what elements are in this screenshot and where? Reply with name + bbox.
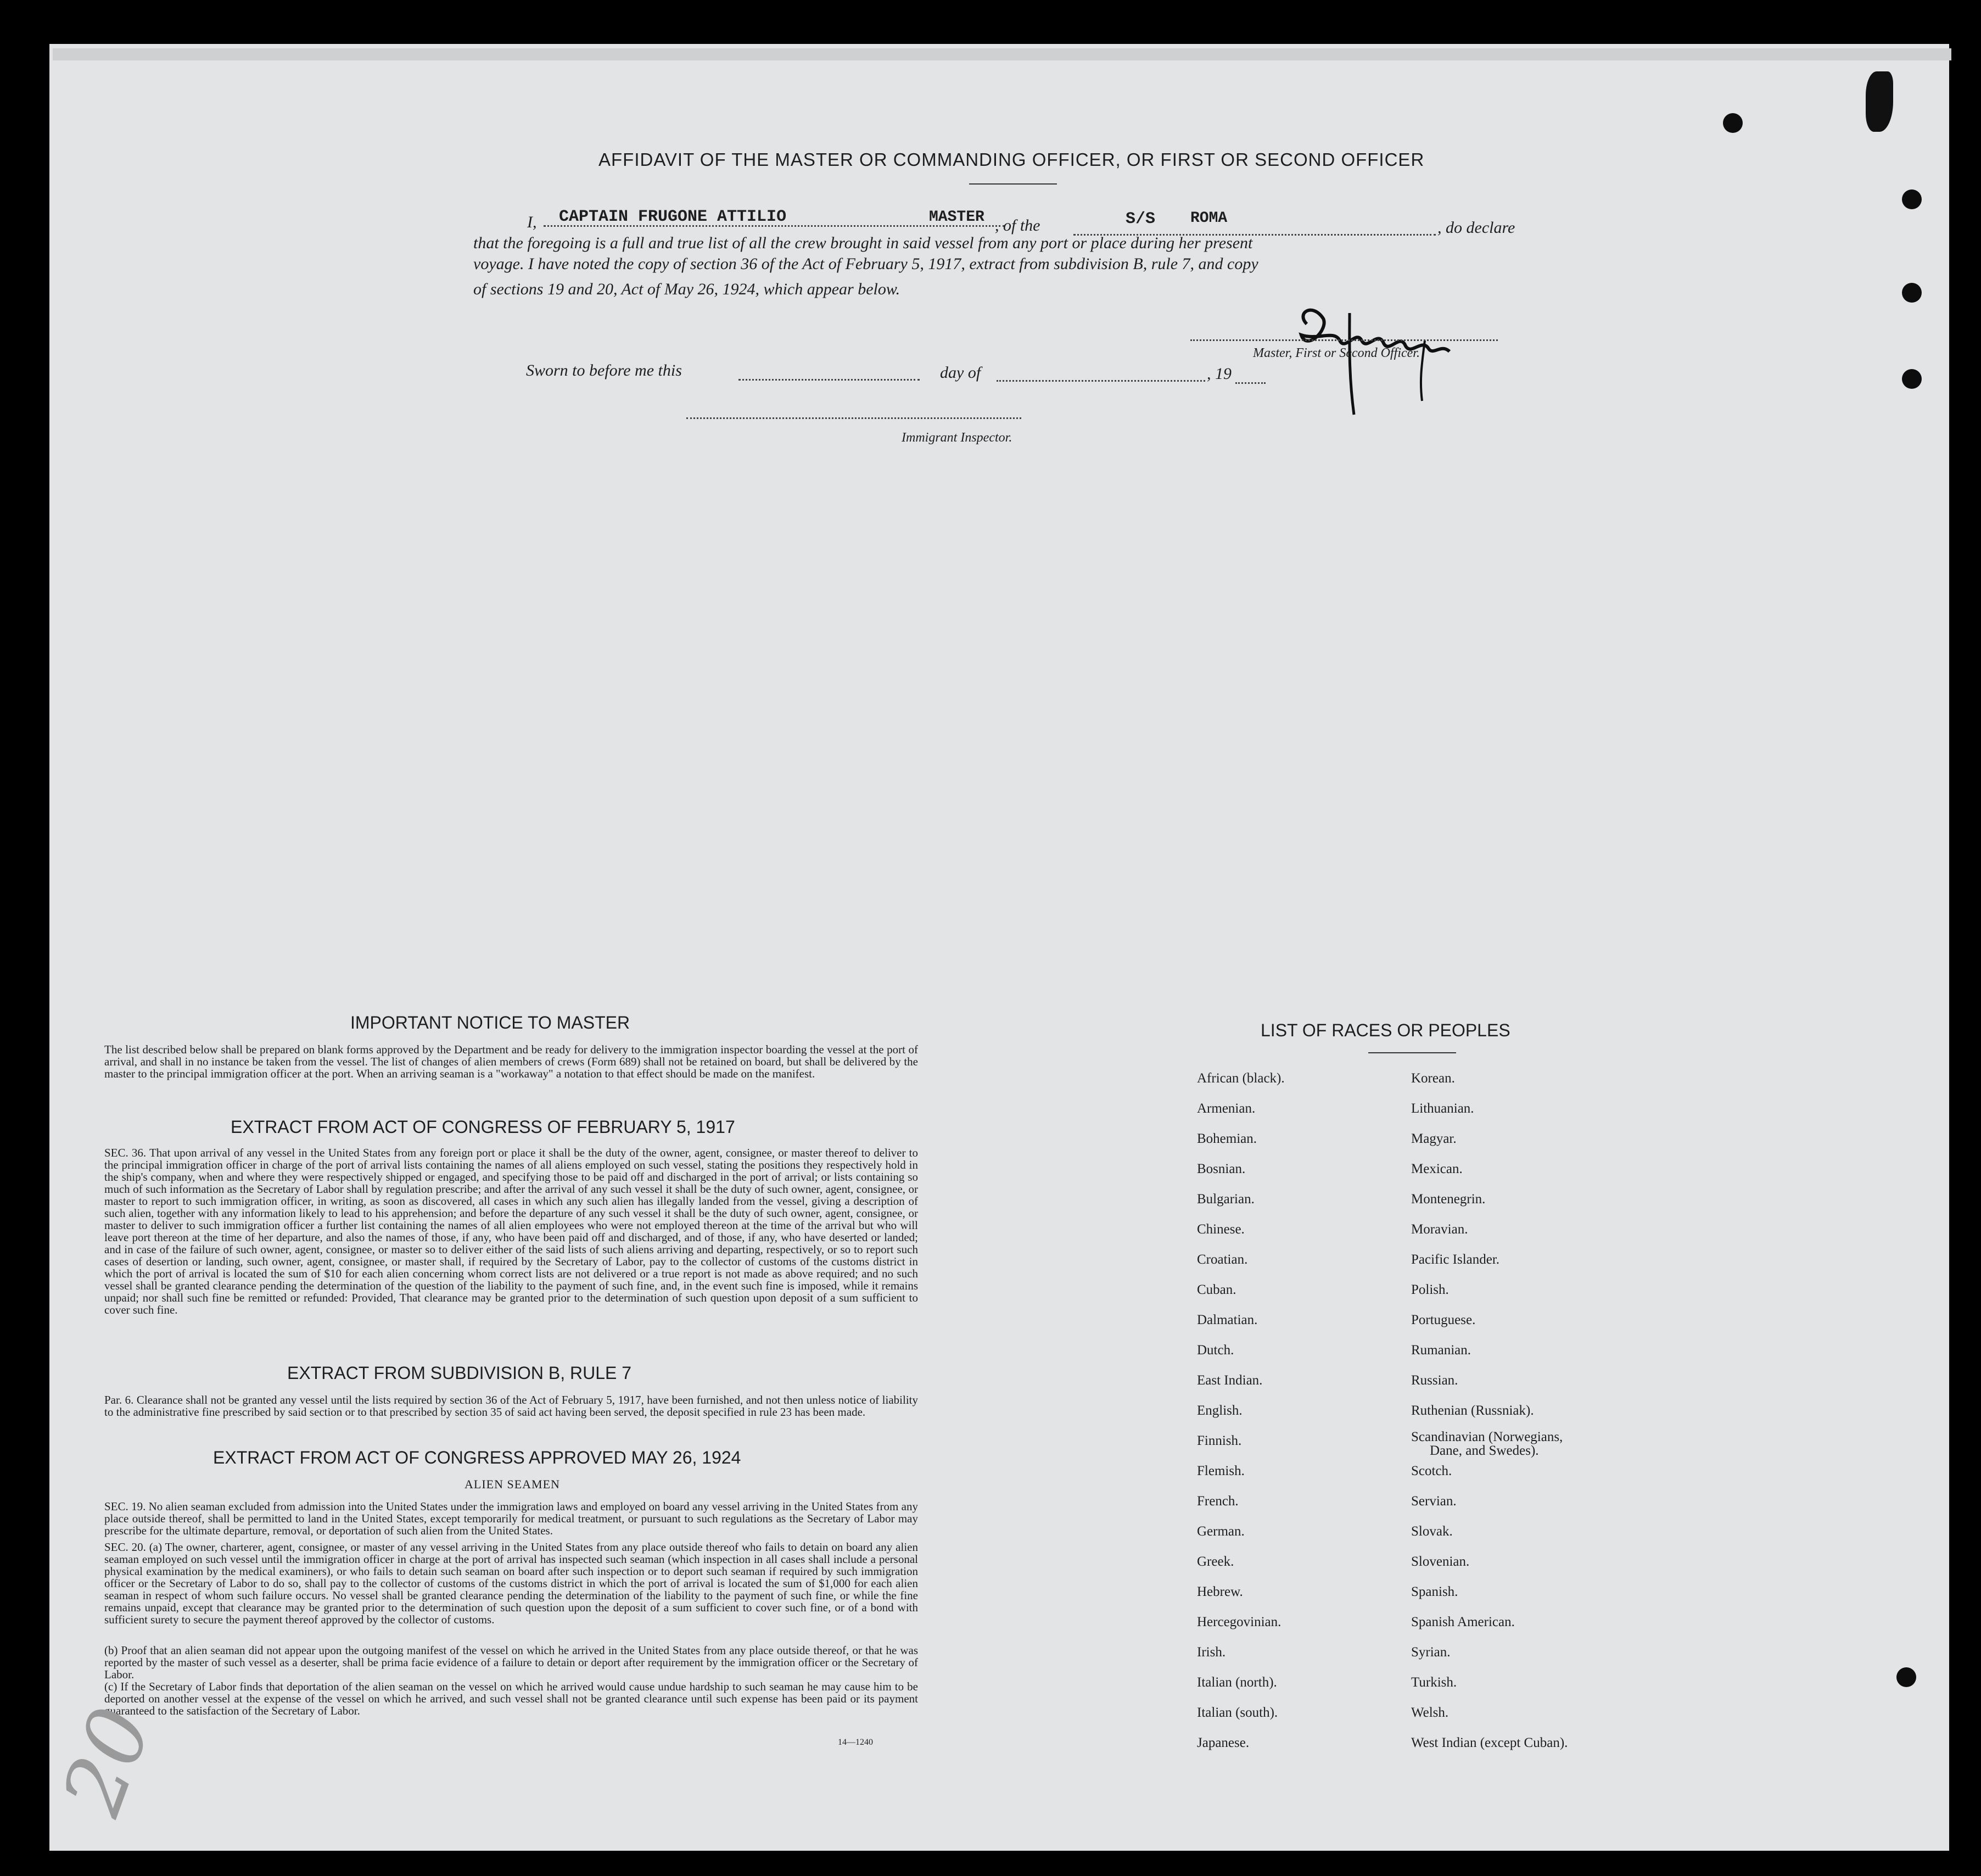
race-item: Moravian. — [1411, 1222, 1468, 1237]
race-item: Japanese. — [1197, 1735, 1250, 1750]
do-declare-label: , do declare — [1437, 219, 1515, 237]
races-heading-rule — [1368, 1052, 1456, 1053]
form-number: 14—1240 — [838, 1738, 873, 1747]
race-item: Portuguese. — [1411, 1313, 1476, 1327]
sworn-day-blank — [738, 379, 920, 381]
race-item: Spanish. — [1411, 1584, 1458, 1599]
race-item: Rumanian. — [1411, 1343, 1471, 1358]
race-item: Slovenian. — [1411, 1554, 1470, 1569]
race-item: Bosnian. — [1197, 1162, 1246, 1176]
punch-hole — [1723, 113, 1743, 133]
race-item: Hebrew. — [1197, 1584, 1243, 1599]
race-item: Armenian. — [1197, 1101, 1256, 1116]
race-item: West Indian (except Cuban). — [1411, 1735, 1568, 1750]
race-item: Slovak. — [1411, 1524, 1453, 1539]
race-item: East Indian. — [1197, 1373, 1263, 1388]
race-item: Croatian. — [1197, 1252, 1248, 1267]
vessel-name: ROMA — [1190, 210, 1228, 227]
punch-hole — [1902, 189, 1922, 209]
rule7-heading: EXTRACT FROM SUBDIVISION B, RULE 7 — [287, 1363, 632, 1383]
race-item: Greek. — [1197, 1554, 1234, 1569]
punch-hole — [1902, 283, 1922, 303]
affidavit-line-3: voyage. I have noted the copy of section 36 of the Act of February 5, 1917, extract from subdivision B, rule 7, and copy — [473, 255, 1258, 273]
extract-1917-heading: EXTRACT FROM ACT OF CONGRESS OF FEBRUARY 5, 1917 — [231, 1117, 735, 1137]
i-label: I, — [527, 213, 537, 231]
affidavit-line-4: of sections 19 and 20, Act of May 26, 1924, which appear below. — [473, 280, 900, 298]
race-item: Italian (north). — [1197, 1675, 1277, 1690]
punch-hole — [1896, 1667, 1916, 1687]
sheet-edge — [53, 48, 1951, 60]
race-item: Dalmatian. — [1197, 1313, 1258, 1327]
race-item: Montenegrin. — [1411, 1192, 1486, 1207]
torn-corner — [1866, 71, 1893, 132]
race-item: French. — [1197, 1494, 1239, 1509]
race-item: Irish. — [1197, 1645, 1226, 1660]
race-item: Korean. — [1411, 1071, 1455, 1086]
sec-19-body: SEC. 19. No alien seaman excluded from admission into the United States under the immigration laws and employed on board any vessel arriving in the United States from any place outside thereof, shall be permitted to land in the United States, except temporarily for medical treatment, or pursuant to such regulations as the Secretary of Labor may prescribe for the ultimate departure, removal, or deportation of such alien from the United States. — [104, 1500, 918, 1537]
extract-1917-body: SEC. 36. That upon arrival of any vessel in the United States from any foreign port or place it shall be the duty of the owner, agent, consignee, or master thereof to deliver to the principal immigration officer in charge of the port of arrival lists containing the names of all aliens employed on such vessel, stating the positions they respectively hold in the ship's company, when and where they were respectively shipped or engaged, and specifying those to be paid off and discharged in the port of arrival; or lists containing so much of such information as the Secretary of Labor shall by regulation prescribe; and after the arrival of any such vessel it shall be the duty of such owner, agent, consignee, or master to report to such immigration officer, in writing, as soon as discovered, all cases in which any such alien has illegally landed from the vessel, giving a description of such alien, together with any information likely to lead to his apprehension; and before the departure of any such vessel it shall be the duty of such owner, agent, consignee, or master to deliver to such immigration officer a further list containing the names of all alien employees who were not employed thereon at the time of the arrival but who will leave port thereon at the time of her departure, and also the names of those, if any, who have been paid off and discharged, and of those, if any, who have deserted or landed; and in case of the failure of such owner, agent, consignee, or master so to deliver either of the said lists of such aliens arriving and departing, respectively, or so to report such cases of desertion or landing, such owner, agent, consignee, or master shall, if required by the Secretary of Labor, pay to the collector of customs of the customs district in which the port of arrival is located the sum of $10 for each alien concerning whom correct lists are not delivered or a true report is not made as above required; and no such vessel shall be granted clearance pending the determination of the question of the liability to the payment of such fine, and, in the event such fine is imposed, while it remains unpaid; nor shall such fine be remitted or refunded: Provided, That clearance may be granted prior to the determination of such question upon deposit of a sum sufficient to cover such fine. — [104, 1146, 918, 1316]
race-item: Magyar. — [1411, 1131, 1457, 1146]
race-item: Turkish. — [1411, 1675, 1457, 1690]
race-item: Dane, and Swedes). — [1430, 1443, 1539, 1458]
race-item: Italian (south). — [1197, 1705, 1278, 1720]
race-item: Chinese. — [1197, 1222, 1245, 1237]
affidavit-line-2: that the foregoing is a full and true list of all the crew brought in said vessel from any port or place during her present — [473, 234, 1253, 252]
race-item: Mexican. — [1411, 1162, 1463, 1176]
day-of-label: day of — [940, 364, 981, 382]
race-item: Scotch. — [1411, 1464, 1452, 1478]
sec-20a-body: SEC. 20. (a) The owner, charterer, agent, consignee, or master of any vessel arriving in the United States from any place outside thereof who fails to detain on board any alien seaman employed on such vessel until the immigration officer in charge at the port of arrival has inspected such seaman (which inspection in all cases shall include a personal physical examination by the medical examiners), or who fails to detain such seaman on board after such inspection or to deport such seaman if required by such immigration officer or the Secretary of Labor to do so, shall pay to the collector of customs of the customs district in which the port of arrival is located the sum of $1,000 for each alien seaman in respect of whom such failure occurs. No vessel shall be granted clearance pending the determination of the liability to the payment of such fine, or while the fine remains unpaid, except that clearance may be granted prior to the determination of such question upon the deposit of a sum sufficient to cover such fine, or of a bond with sufficient surety to secure the payment thereof approved by the collector of customs. — [104, 1540, 918, 1626]
race-item: Servian. — [1411, 1494, 1457, 1509]
race-item: Hercegovinian. — [1197, 1615, 1282, 1629]
race-item: Scandinavian (Norwegians, — [1411, 1430, 1563, 1444]
margin-handwritten-number: 20 — [44, 1695, 170, 1827]
officer-rank: MASTER — [929, 209, 984, 226]
race-item: English. — [1197, 1403, 1243, 1418]
notice-body: The list described below shall be prepared on blank forms approved by the Department and be ready for delivery to the immigration inspector boarding the vessel at the port of arrival, and shall in no instance be taken from the vessel. The list of changes of alien members of crews (Form 689) shall not be retained on board, but shall be delivered by the master to the principal immigration officer at the port. When an arriving seaman is a "workaway" a notation to that effect should be made on the manifest. — [104, 1043, 918, 1080]
race-item: Welsh. — [1411, 1705, 1449, 1720]
race-item: Russian. — [1411, 1373, 1458, 1388]
race-item: Syrian. — [1411, 1645, 1451, 1660]
signature-caption: Master, First or Second Officer. — [1253, 346, 1420, 360]
alien-seamen-subheading: ALIEN SEAMEN — [465, 1477, 560, 1491]
heading-rule — [969, 183, 1057, 185]
notice-heading: IMPORTANT NOTICE TO MASTER — [350, 1013, 630, 1032]
affidavit-heading: AFFIDAVIT OF THE MASTER OR COMMANDING OFFICER, OR FIRST OR SECOND OFFICER — [598, 149, 1425, 170]
sworn-month-blank — [997, 380, 1205, 382]
race-item: German. — [1197, 1524, 1245, 1539]
race-item: Bohemian. — [1197, 1131, 1257, 1146]
of-the-label: , of the — [995, 216, 1040, 235]
inspector-caption: Immigrant Inspector. — [902, 431, 1012, 445]
race-item: Polish. — [1411, 1282, 1449, 1297]
sworn-year-blank — [1235, 382, 1266, 384]
sec-20c-body: (c) If the Secretary of Labor finds that deportation of the alien seaman on the vessel on which he arrived would cause undue hardship to such seaman he may cause him to be deported on another vessel at the expense of the vessel on which he arrived, and such vessel shall not be granted clearance until such expense has been paid or its payment guaranteed to the satisfaction of the Secretary of Labor. — [104, 1680, 918, 1717]
inspector-signature-line — [686, 417, 1021, 419]
officer-name: CAPTAIN FRUGONE ATTILIO — [559, 208, 787, 226]
race-item: Bulgarian. — [1197, 1192, 1255, 1207]
races-heading: LIST OF RACES OR PEOPLES — [1261, 1020, 1510, 1040]
sec-20b-body: (b) Proof that an alien seaman did not appear upon the outgoing manifest of the vessel on which he arrived in the United States from any place outside thereof, or that he was reported by the master of such vessel as a deserter, shall be prima facie evidence of a failure to detain or deport after requirement by the immigration officer or the Secretary of Labor. — [104, 1644, 918, 1681]
race-item: Ruthenian (Russniak). — [1411, 1403, 1534, 1418]
race-item: Flemish. — [1197, 1464, 1245, 1478]
extract-1924-heading: EXTRACT FROM ACT OF CONGRESS APPROVED MAY 26, 1924 — [213, 1448, 741, 1467]
sworn-label: Sworn to before me this — [526, 361, 682, 379]
rule7-body: Par. 6. Clearance shall not be granted any vessel until the lists required by section 36 of the Act of February 5, 1917, have been furnished, and not then unless notice of liability to the administrative fine prescribed by said section or to that prescribed by section 35 of said act having been served, the deposit specified in rule 23 has been made. — [104, 1393, 918, 1419]
vessel-prefix: S/S — [1126, 210, 1156, 228]
punch-hole — [1902, 369, 1922, 389]
race-item: Cuban. — [1197, 1282, 1236, 1297]
race-item: Pacific Islander. — [1411, 1252, 1500, 1267]
signature-line — [1190, 339, 1498, 341]
race-item: Finnish. — [1197, 1433, 1242, 1448]
race-item: Lithuanian. — [1411, 1101, 1474, 1116]
race-item: Dutch. — [1197, 1343, 1234, 1358]
race-item: Spanish American. — [1411, 1615, 1515, 1629]
year-prefix: , 19 — [1207, 365, 1232, 383]
race-item: African (black). — [1197, 1071, 1285, 1086]
